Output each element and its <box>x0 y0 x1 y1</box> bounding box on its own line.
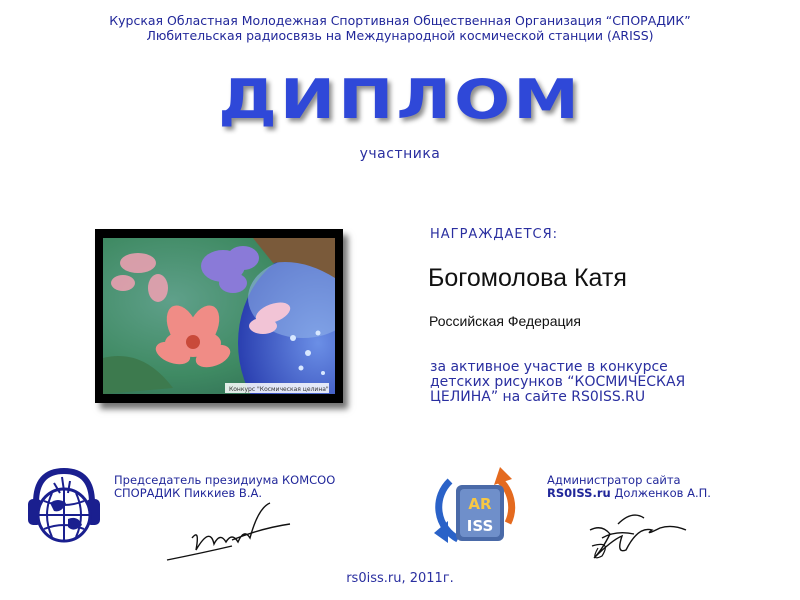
left-signature <box>162 498 297 568</box>
recipient-country: Российская Федерация <box>429 313 581 329</box>
right-signatory-title <box>547 474 711 500</box>
award-reason-line: детских рисунков “КОСМИЧЕСКАЯ <box>430 374 686 390</box>
organization-name: Курская Областная Молодежная Спортивная Общественная Организация “СПОРАДИК” <box>109 13 691 28</box>
right-signatory-line2 <box>547 487 711 500</box>
diploma-title: ДИПЛОМ <box>218 68 582 132</box>
sporadik-globe-logo <box>24 463 104 553</box>
ariss-logo-bottom-text: ISS <box>466 517 494 535</box>
left-signatory-title <box>114 474 335 500</box>
right-signature <box>582 500 692 568</box>
footer-site-year: rs0iss.ru, 2011г. <box>346 571 454 586</box>
award-reason-line: за активное участие в конкурсе <box>430 359 668 375</box>
right-signatory-site: RS0ISS.ru <box>547 486 611 500</box>
left-signatory-line: Председатель президиума КОМСОО <box>114 473 336 487</box>
diploma-subtitle: участника <box>359 146 441 162</box>
left-signatory-line: СПОРАДИК Пиккиев В.А. <box>114 486 263 500</box>
artwork-frame <box>95 229 343 403</box>
child-drawing-image <box>103 238 335 394</box>
organization-subtitle: Любительская радиосвязь на Международной космической станции (ARISS) <box>146 28 654 43</box>
right-signatory-line: Администратор сайта <box>547 473 681 487</box>
ariss-logo-top-text: AR <box>468 495 492 513</box>
award-reason <box>430 360 770 405</box>
awarded-label: НАГРАЖДАЕТСЯ: <box>430 227 559 242</box>
recipient-name: Богомолова Катя <box>428 264 627 292</box>
award-reason-line: ЦЕЛИНА” на сайте RS0ISS.RU <box>430 389 646 405</box>
ariss-logo <box>428 463 524 551</box>
right-signatory-name: Долженков А.П. <box>610 486 711 500</box>
artwork-caption: Конкурс "Космическая целина" <box>229 386 329 393</box>
